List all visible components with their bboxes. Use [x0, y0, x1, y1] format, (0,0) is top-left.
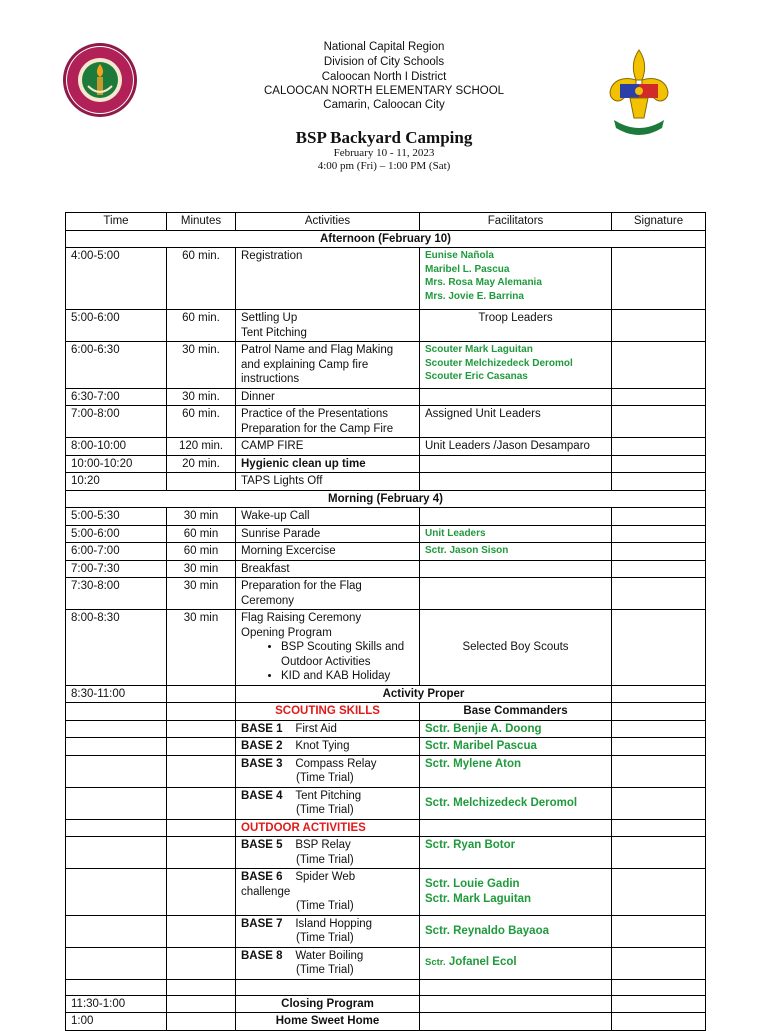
table-row — [66, 755, 706, 787]
time-cell: 1:00 — [66, 1013, 167, 1031]
minutes-cell: 30 min — [167, 610, 236, 686]
table-row — [66, 543, 706, 561]
schedule-table — [65, 212, 706, 1031]
facilitator-cell — [420, 995, 612, 1013]
activity-line: Tent Pitching — [241, 326, 307, 339]
facilitator-cell — [420, 388, 612, 406]
minutes-cell: 30 min. — [167, 388, 236, 406]
time-cell: 10:20 — [66, 473, 167, 491]
base-activity: Water Boiling — [295, 949, 364, 962]
facilitator-cell — [420, 248, 612, 310]
minutes-cell: 30 min — [167, 578, 236, 610]
facilitator-cell: Selected Boy Scouts — [420, 610, 612, 686]
table-row — [66, 869, 706, 916]
time-cell — [66, 947, 167, 979]
facilitator-name: Sctr. Mark Laguitan — [425, 892, 532, 905]
minutes-cell — [167, 738, 236, 756]
table-row — [66, 915, 706, 947]
signature-cell — [612, 979, 706, 995]
minutes-cell — [167, 837, 236, 869]
base-activity: BSP Relay — [295, 839, 351, 851]
minutes-cell — [167, 473, 236, 491]
time-trial-note: (Time Trial) — [296, 853, 354, 866]
activity-cell: TAPS Lights Off — [236, 473, 420, 491]
list-item: • KID and KAB Holiday — [281, 669, 414, 684]
table-row — [66, 438, 706, 456]
facilitator-cell — [420, 947, 612, 979]
base-activity: Island Hopping — [295, 917, 373, 930]
list-item: • BSP Scouting Skills and Outdoor Activities — [281, 640, 414, 669]
activity-cell — [236, 310, 420, 342]
facilitator-cell — [420, 869, 612, 916]
activity-line: Practice of the Presentations — [241, 408, 389, 420]
activity-cell: Closing Program — [236, 995, 420, 1013]
facilitator-cell: Sctr. Maribel Pascua — [420, 738, 612, 756]
table-row — [66, 1013, 706, 1031]
section-row — [66, 230, 706, 248]
signature-cell — [612, 738, 706, 756]
facilitator-name: Maribel L. Pascua — [425, 263, 510, 275]
table-row — [66, 455, 706, 473]
minutes-cell — [167, 720, 236, 738]
activity-cell — [236, 979, 420, 995]
minutes-cell — [167, 1013, 236, 1031]
col-time: Time — [66, 213, 167, 231]
table-row — [66, 703, 706, 721]
activity-cell: Home Sweet Home — [236, 1013, 420, 1031]
signature-cell — [612, 995, 706, 1013]
signature-cell — [612, 406, 706, 438]
event-dates: February 10 - 11, 2023 — [333, 147, 435, 159]
table-row — [66, 947, 706, 979]
base-label: BASE 4 — [241, 789, 283, 802]
signature-cell — [612, 837, 706, 869]
time-cell — [66, 703, 167, 721]
time-trial-note: (Time Trial) — [296, 964, 354, 976]
facilitator-cell: Sctr. Melchizedeck Deromol — [420, 787, 612, 819]
facilitator-name: Scouter Melchizedeck Deromol — [425, 357, 573, 369]
col-activities: Activities — [236, 213, 420, 231]
activity-cell — [236, 738, 420, 756]
signature-cell — [612, 455, 706, 473]
time-cell — [66, 720, 167, 738]
table-row — [66, 473, 706, 491]
activity-cell: Wake-up Call — [236, 508, 420, 526]
facilitator-name: Sctr. Jason Sison — [425, 545, 509, 556]
minutes-cell: 60 min. — [167, 248, 236, 310]
signature-cell — [612, 508, 706, 526]
activity-cell — [236, 610, 420, 686]
signature-cell — [612, 578, 706, 610]
minutes-cell — [167, 947, 236, 979]
table-row — [66, 787, 706, 819]
facilitator-cell — [420, 979, 612, 995]
event-times: 4:00 pm (Fri) – 1:00 PM (Sat) — [317, 160, 451, 172]
signature-cell — [612, 869, 706, 916]
activity-cell: Registration — [236, 248, 420, 310]
facilitator-name: Scouter Eric Casanas — [425, 371, 528, 382]
facilitator-cell: Assigned Unit Leaders — [420, 406, 612, 438]
activity-cell: Dinner — [236, 388, 420, 406]
time-cell — [66, 787, 167, 819]
facilitator-cell — [420, 342, 612, 389]
time-trial-note: (Time Trial) — [296, 900, 354, 912]
signature-cell — [612, 610, 706, 686]
signature-cell — [612, 342, 706, 389]
signature-cell — [612, 1013, 706, 1031]
table-row — [66, 508, 706, 526]
activity-line: Settling Up — [241, 312, 298, 324]
minutes-cell: 60 min. — [167, 310, 236, 342]
time-trial-note: (Time Trial) — [296, 772, 354, 784]
signature-cell — [612, 915, 706, 947]
time-cell: 8:30-11:00 — [66, 685, 167, 703]
facilitator-cell — [420, 543, 612, 561]
district-line: Caloocan North I District — [321, 71, 447, 83]
minutes-cell — [167, 703, 236, 721]
signature-cell — [612, 703, 706, 721]
base-label: BASE 3 — [241, 757, 283, 770]
facilitator-cell — [420, 578, 612, 610]
time-cell: 6:00-7:00 — [66, 543, 167, 561]
facilitator-cell: Sctr. Reynaldo Bayaoa — [420, 915, 612, 947]
facilitator-cell: Sctr. Mylene Aton — [420, 755, 612, 787]
signature-cell — [612, 755, 706, 787]
signature-cell — [612, 310, 706, 342]
activity-proper-heading: Activity Proper — [236, 685, 612, 703]
minutes-cell — [167, 685, 236, 703]
facilitator-prefix: Sctr. — [425, 957, 446, 969]
minutes-cell: 30 min. — [167, 342, 236, 389]
table-row — [66, 995, 706, 1013]
facilitator-cell — [420, 560, 612, 578]
table-row — [66, 310, 706, 342]
facilitator-cell — [420, 473, 612, 491]
time-cell: 5:00-5:30 — [66, 508, 167, 526]
school-name: CALOOCAN NORTH ELEMENTARY SCHOOL — [263, 85, 505, 97]
scouting-skills-heading: SCOUTING SKILLS — [236, 703, 420, 721]
document-title: BSP Backyard Camping — [295, 128, 473, 147]
facilitator-name: Sctr. Louie Gadin — [425, 878, 520, 891]
signature-cell — [612, 248, 706, 310]
activity-cell: Hygienic clean up time — [236, 455, 420, 473]
outdoor-activities-heading: OUTDOOR ACTIVITIES — [236, 819, 420, 837]
base-label: BASE 2 — [241, 740, 283, 752]
facilitator-cell — [420, 455, 612, 473]
facilitator-cell — [420, 525, 612, 543]
facilitator-name: Jofanel Ecol — [448, 956, 517, 969]
signature-cell — [612, 543, 706, 561]
minutes-cell — [167, 869, 236, 916]
signature-cell — [612, 388, 706, 406]
time-cell — [66, 755, 167, 787]
signature-cell — [612, 473, 706, 491]
time-trial-note: (Time Trial) — [296, 804, 354, 816]
activity-cell — [236, 720, 420, 738]
activity-cell: Patrol Name and Flag Making and explaining Camp fire instructions — [236, 342, 420, 389]
activity-cell — [236, 406, 420, 438]
minutes-cell — [167, 819, 236, 837]
activity-cell — [236, 755, 420, 787]
time-cell: 5:00-6:00 — [66, 310, 167, 342]
time-trial-note: (Time Trial) — [296, 932, 354, 944]
time-cell: 6:30-7:00 — [66, 388, 167, 406]
base-activity: Tent Pitching — [295, 789, 362, 802]
time-cell: 8:00-10:00 — [66, 438, 167, 456]
activity-cell: Sunrise Parade — [236, 525, 420, 543]
time-cell: 5:00-6:00 — [66, 525, 167, 543]
activity-cell — [236, 915, 420, 947]
table-row — [66, 610, 706, 686]
time-cell: 6:00-6:30 — [66, 342, 167, 389]
minutes-cell: 30 min — [167, 508, 236, 526]
signature-cell — [612, 787, 706, 819]
section-row — [66, 490, 706, 508]
minutes-cell — [167, 755, 236, 787]
col-facilitators: Facilitators — [420, 213, 612, 231]
signature-cell — [612, 438, 706, 456]
table-row — [66, 388, 706, 406]
time-cell — [66, 915, 167, 947]
activity-cell: Preparation for the Flag Ceremony — [236, 578, 420, 610]
table-row — [66, 979, 706, 995]
facilitator-cell: Unit Leaders /Jason Desamparo — [420, 438, 612, 456]
time-cell: 7:30-8:00 — [66, 578, 167, 610]
table-row — [66, 720, 706, 738]
table-row — [66, 248, 706, 310]
minutes-cell: 60 min — [167, 525, 236, 543]
facilitator-name: Mrs. Jovie E. Barrina — [425, 290, 524, 302]
minutes-cell — [167, 915, 236, 947]
facilitator-cell: Troop Leaders — [420, 310, 612, 342]
signature-cell — [612, 819, 706, 837]
activity-line: Opening Program — [241, 626, 332, 639]
minutes-cell: 120 min. — [167, 438, 236, 456]
facilitator-cell: Sctr. Benjie A. Doong — [420, 720, 612, 738]
region-line: National Capital Region — [323, 41, 445, 53]
facilitator-cell: Sctr. Ryan Botor — [420, 837, 612, 869]
school-location: Camarin, Caloocan City — [323, 99, 445, 111]
time-cell: 11:30-1:00 — [66, 995, 167, 1013]
table-row — [66, 819, 706, 837]
base-activity: Knot Tying — [295, 740, 350, 752]
table-row — [66, 560, 706, 578]
activity-cell: CAMP FIRE — [236, 438, 420, 456]
minutes-cell: 60 min. — [167, 406, 236, 438]
col-signature: Signature — [612, 213, 706, 231]
base-activity-cont: challenge — [241, 885, 291, 898]
activity-cell — [236, 787, 420, 819]
facilitator-name: Scouter Mark Laguitan — [425, 344, 533, 355]
time-cell — [66, 837, 167, 869]
base-label: BASE 1 — [241, 722, 283, 735]
activity-cell: Morning Excercise — [236, 543, 420, 561]
activity-cell — [236, 869, 420, 916]
activity-line: Preparation for the Camp Fire — [241, 422, 394, 435]
time-cell — [66, 738, 167, 756]
time-cell: 7:00-8:00 — [66, 406, 167, 438]
minutes-cell — [167, 995, 236, 1013]
time-cell — [66, 979, 167, 995]
time-cell: 4:00-5:00 — [66, 248, 167, 310]
signature-cell — [612, 685, 706, 703]
morning-heading: Morning (February 4) — [66, 490, 706, 508]
minutes-cell: 30 min — [167, 560, 236, 578]
activity-cell: Breakfast — [236, 560, 420, 578]
signature-cell — [612, 720, 706, 738]
table-row — [66, 406, 706, 438]
time-cell — [66, 869, 167, 916]
activity-line: Flag Raising Ceremony — [241, 612, 362, 624]
base-label: BASE 5 — [241, 839, 283, 851]
table-row — [66, 738, 706, 756]
facilitator-cell — [420, 1013, 612, 1031]
time-cell: 10:00-10:20 — [66, 455, 167, 473]
facilitator-cell — [420, 819, 612, 837]
table-row — [66, 578, 706, 610]
division-line: Division of City Schools — [323, 56, 445, 68]
facilitator-name: Unit Leaders — [425, 527, 486, 539]
col-minutes: Minutes — [167, 213, 236, 231]
signature-cell — [612, 947, 706, 979]
activity-cell — [236, 837, 420, 869]
base-commanders-heading: Base Commanders — [420, 703, 612, 721]
base-label: BASE 6 — [241, 871, 283, 883]
afternoon-heading: Afternoon (February 10) — [66, 230, 706, 248]
base-activity: Compass Relay — [295, 757, 377, 770]
program-list — [241, 640, 414, 684]
table-row — [66, 685, 706, 703]
activity-cell — [236, 947, 420, 979]
base-label: BASE 8 — [241, 949, 283, 962]
minutes-cell: 60 min — [167, 543, 236, 561]
table-header-row — [66, 213, 706, 231]
facilitator-name: Eunise Nañola — [425, 250, 494, 261]
time-cell — [66, 819, 167, 837]
table-row — [66, 525, 706, 543]
time-cell: 8:00-8:30 — [66, 610, 167, 686]
minutes-cell — [167, 979, 236, 995]
time-cell: 7:00-7:30 — [66, 560, 167, 578]
facilitator-name: Mrs. Rosa May Alemania — [425, 277, 542, 288]
facilitator-cell — [420, 508, 612, 526]
table-row — [66, 837, 706, 869]
base-label: BASE 7 — [241, 917, 283, 930]
base-activity: First Aid — [295, 722, 337, 735]
signature-cell — [612, 525, 706, 543]
minutes-cell — [167, 787, 236, 819]
base-activity: Spider Web — [295, 871, 356, 883]
table-row — [66, 342, 706, 389]
minutes-cell: 20 min. — [167, 455, 236, 473]
signature-cell — [612, 560, 706, 578]
